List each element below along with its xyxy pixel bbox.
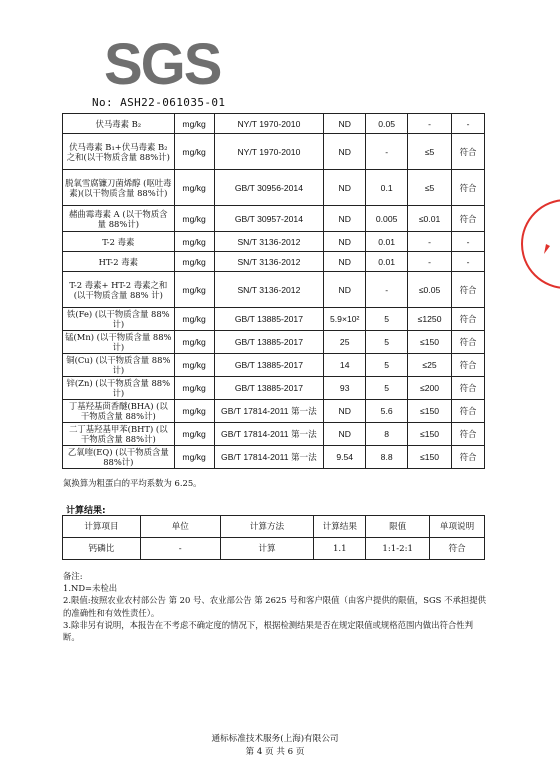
cell-method: GB/T 13885-2017 xyxy=(214,377,324,400)
table-row xyxy=(63,400,485,423)
cell-item: 乙氧喹(EQ) (以干物质含量 88%计) xyxy=(63,446,175,469)
cell-result: ND xyxy=(324,400,366,423)
cell-verdict: 符合 xyxy=(452,308,485,331)
table-row xyxy=(63,170,485,206)
cell-limit: ≤200 xyxy=(408,377,452,400)
table-row xyxy=(63,272,485,308)
calc-cell: 钙磷比 xyxy=(63,538,141,560)
cell-mdl: 0.05 xyxy=(366,114,408,134)
table-row xyxy=(63,252,485,272)
cell-method: GB/T 13885-2017 xyxy=(214,308,324,331)
cell-mdl: 8.8 xyxy=(366,446,408,469)
table-row xyxy=(63,423,485,446)
cell-method: GB/T 30956-2014 xyxy=(214,170,324,206)
cell-verdict: 符合 xyxy=(452,206,485,232)
cell-method: GB/T 13885-2017 xyxy=(214,354,324,377)
cell-verdict: 符合 xyxy=(452,354,485,377)
cell-unit: mg/kg xyxy=(174,400,214,423)
table-row xyxy=(63,114,485,134)
cell-item: HT-2 毒素 xyxy=(63,252,175,272)
cell-result: 5.9×10² xyxy=(324,308,366,331)
table-row xyxy=(63,308,485,331)
calc-cell: 1:1-2:1 xyxy=(366,538,430,560)
table-row xyxy=(63,377,485,400)
svg-text:SGS: SGS xyxy=(104,32,221,97)
cell-result: ND xyxy=(324,272,366,308)
cell-result: ND xyxy=(324,114,366,134)
cell-result: 14 xyxy=(324,354,366,377)
protein-conversion-note: 氮换算为粗蛋白的平均系数为 6.25。 xyxy=(63,478,202,488)
cell-verdict: 符合 xyxy=(452,272,485,308)
cell-method: GB/T 17814-2011 第一法 xyxy=(214,446,324,469)
remarks-title: 备注: xyxy=(63,571,83,581)
calc-header-cell: 限值 xyxy=(366,516,430,538)
footer-company: 通标标准技术服务(上海)有限公司 xyxy=(211,734,339,744)
cell-limit: ≤150 xyxy=(408,446,452,469)
cell-verdict: 符合 xyxy=(452,400,485,423)
cell-limit: - xyxy=(408,252,452,272)
cell-item: T-2 毒素 xyxy=(63,232,175,252)
cell-item: T-2 毒素+ HT-2 毒素之和(以干物质含量 88% 计) xyxy=(63,272,175,308)
cell-method: SN/T 3136-2012 xyxy=(214,272,324,308)
cell-method: GB/T 17814-2011 第一法 xyxy=(214,400,324,423)
cell-method: GB/T 30957-2014 xyxy=(214,206,324,232)
cell-unit: mg/kg xyxy=(174,331,214,354)
cell-unit: mg/kg xyxy=(174,206,214,232)
test-results-table xyxy=(62,113,485,469)
cell-limit: ≤25 xyxy=(408,354,452,377)
cell-method: GB/T 13885-2017 xyxy=(214,331,324,354)
cell-unit: mg/kg xyxy=(174,354,214,377)
cell-limit: ≤0.05 xyxy=(408,272,452,308)
cell-verdict: 符合 xyxy=(452,170,485,206)
cell-mdl: 0.01 xyxy=(366,232,408,252)
calc-header-row xyxy=(63,516,485,538)
calc-header-cell: 单位 xyxy=(140,516,220,538)
cell-method: GB/T 17814-2011 第一法 xyxy=(214,423,324,446)
cell-mdl: 5.6 xyxy=(366,400,408,423)
cell-result: ND xyxy=(324,206,366,232)
cell-item: 伏马毒素 B₂ xyxy=(63,114,175,134)
cell-unit: mg/kg xyxy=(174,134,214,170)
cell-limit: - xyxy=(408,114,452,134)
cell-mdl: 5 xyxy=(366,331,408,354)
sgs-logo xyxy=(104,32,221,97)
table-row xyxy=(63,446,485,469)
cell-result: ND xyxy=(324,252,366,272)
cell-verdict: - xyxy=(452,232,485,252)
cell-mdl: 5 xyxy=(366,377,408,400)
cell-limit: ≤1250 xyxy=(408,308,452,331)
cell-unit: mg/kg xyxy=(174,423,214,446)
cell-item: 二丁基羟基甲苯(BHT) (以干物质含量 88%计) xyxy=(63,423,175,446)
cell-result: 9.54 xyxy=(324,446,366,469)
cell-result: ND xyxy=(324,134,366,170)
cell-verdict: - xyxy=(452,114,485,134)
table-row xyxy=(63,232,485,252)
calculation-table xyxy=(62,515,485,560)
calc-row xyxy=(63,538,485,560)
cell-result: 25 xyxy=(324,331,366,354)
table-row xyxy=(63,331,485,354)
cell-item: 丁基羟基茴香醚(BHA) (以干物质含量 88%计) xyxy=(63,400,175,423)
calc-cell: - xyxy=(140,538,220,560)
cell-item: 铁(Fe) (以干物质含量 88%计) xyxy=(63,308,175,331)
cell-verdict: 符合 xyxy=(452,446,485,469)
cell-unit: mg/kg xyxy=(174,377,214,400)
cell-limit: - xyxy=(408,232,452,252)
calc-cell: 符合 xyxy=(430,538,485,560)
remark-item: 1.ND=未检出 xyxy=(63,583,118,594)
cell-unit: mg/kg xyxy=(174,252,214,272)
calc-header-cell: 计算方法 xyxy=(220,516,314,538)
table-row xyxy=(63,206,485,232)
cell-limit: ≤150 xyxy=(408,331,452,354)
calc-cell: 1.1 xyxy=(314,538,366,560)
cell-limit: ≤0.01 xyxy=(408,206,452,232)
cell-mdl: 8 xyxy=(366,423,408,446)
calc-title: 计算结果: xyxy=(66,506,106,516)
cell-result: 93 xyxy=(324,377,366,400)
cell-unit: mg/kg xyxy=(174,308,214,331)
cell-mdl: - xyxy=(366,272,408,308)
cell-item: 赭曲霉毒素 A (以干物质含量 88%计) xyxy=(63,206,175,232)
cell-result: ND xyxy=(324,170,366,206)
cell-verdict: 符合 xyxy=(452,134,485,170)
cell-mdl: - xyxy=(366,134,408,170)
cell-mdl: 0.1 xyxy=(366,170,408,206)
cell-unit: mg/kg xyxy=(174,232,214,252)
cell-result: ND xyxy=(324,232,366,252)
cell-limit: ≤5 xyxy=(408,170,452,206)
red-seal-stamp xyxy=(520,184,560,304)
cell-unit: mg/kg xyxy=(174,446,214,469)
cell-result: ND xyxy=(324,423,366,446)
cell-method: NY/T 1970-2010 xyxy=(214,114,324,134)
cell-method: SN/T 3136-2012 xyxy=(214,232,324,252)
cell-item: 锌(Zn) (以干物质含量 88%计) xyxy=(63,377,175,400)
calc-header-cell: 计算项目 xyxy=(63,516,141,538)
cell-method: SN/T 3136-2012 xyxy=(214,252,324,272)
remark-item: 3.除非另有说明，本报告在不考虑不确定度的情况下，根据检测结果是否在规定限值或规格范围内做出符合性判断。 xyxy=(63,619,473,643)
cell-mdl: 5 xyxy=(366,308,408,331)
cell-limit: ≤150 xyxy=(408,423,452,446)
cell-limit: ≤5 xyxy=(408,134,452,170)
footer-page-number: 第 4 页 共 6 页 xyxy=(245,747,305,757)
cell-mdl: 0.005 xyxy=(366,206,408,232)
cell-verdict: 符合 xyxy=(452,331,485,354)
cell-item: 伏马毒素 B₁+伏马毒素 B₂之和(以干物质含量 88%计) xyxy=(63,134,175,170)
cell-verdict: 符合 xyxy=(452,377,485,400)
cell-item: 锰(Mn) (以干物质含量 88%计) xyxy=(63,331,175,354)
cell-verdict: 符合 xyxy=(452,423,485,446)
remark-item: 2.限值:按照农业农村部公告 第 20 号、农业部公告 第 2625 号和客户限值（由客户提供的限值，SGS 不承担提供的准确性和有效性责任）。 xyxy=(63,595,486,618)
cell-unit: mg/kg xyxy=(174,114,214,134)
cell-verdict: - xyxy=(452,252,485,272)
cell-limit: ≤150 xyxy=(408,400,452,423)
cell-item: 铜(Cu) (以干物质含量 88%计) xyxy=(63,354,175,377)
cell-mdl: 0.01 xyxy=(366,252,408,272)
calc-header-cell: 单项说明 xyxy=(430,516,485,538)
calc-header-cell: 计算结果 xyxy=(314,516,366,538)
table-row xyxy=(63,354,485,377)
table-row xyxy=(63,134,485,170)
calc-cell: 计算 xyxy=(220,538,314,560)
cell-method: NY/T 1970-2010 xyxy=(214,134,324,170)
cell-item: 脱氧雪腐镰刀菌烯醇 (呕吐毒素)(以干物质含量 88%计) xyxy=(63,170,175,206)
report-number: No: ASH22-061035-01 xyxy=(92,96,226,109)
cell-unit: mg/kg xyxy=(174,272,214,308)
cell-mdl: 5 xyxy=(366,354,408,377)
cell-unit: mg/kg xyxy=(174,170,214,206)
remarks xyxy=(63,570,488,643)
